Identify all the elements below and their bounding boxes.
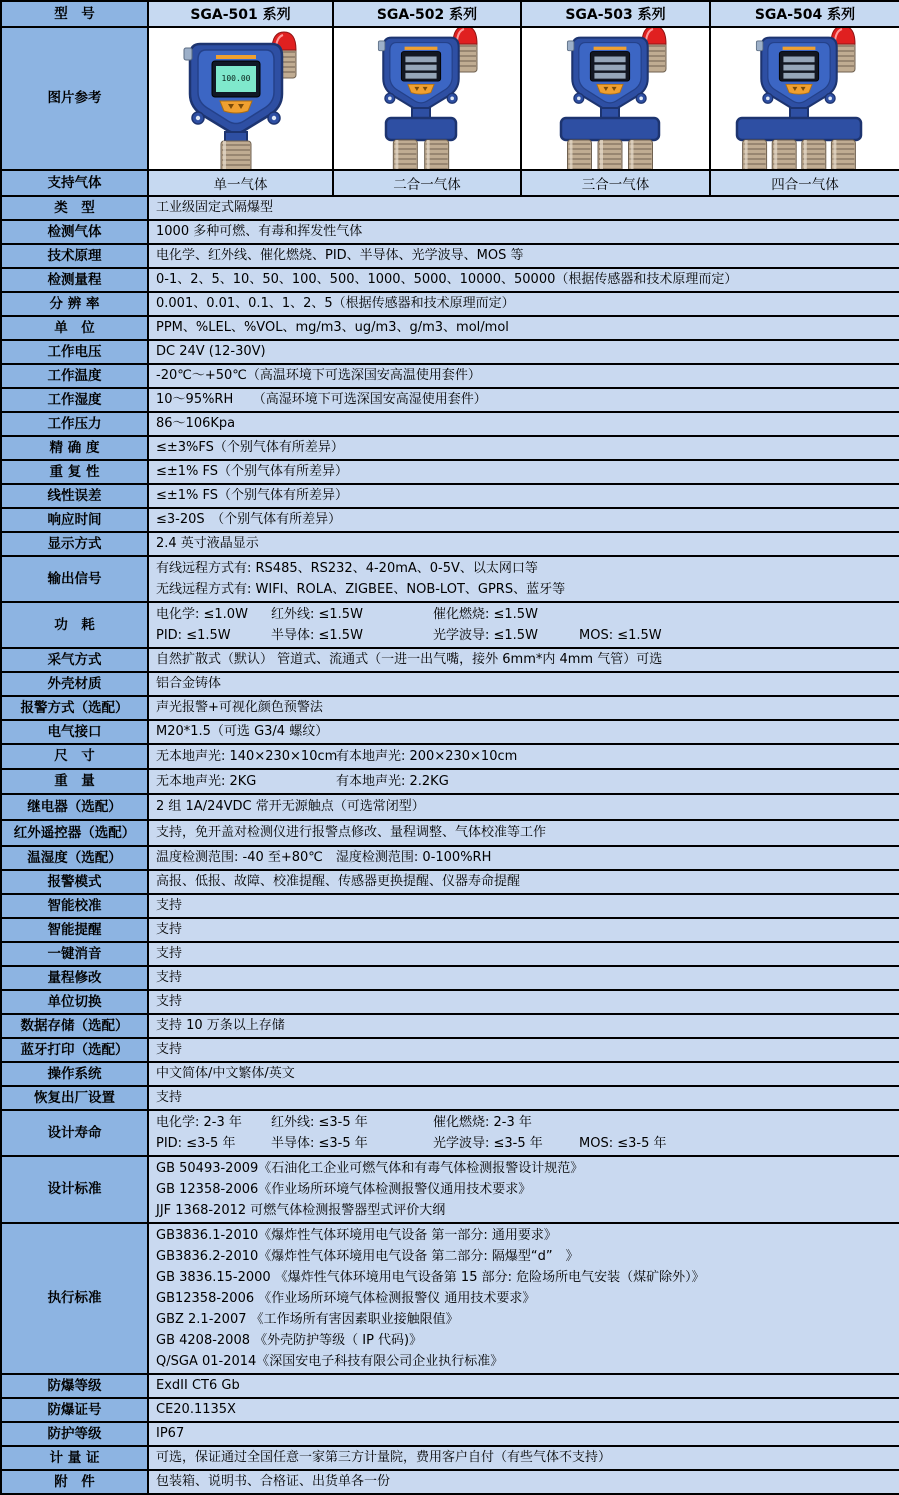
spec-row <box>1 672 899 696</box>
sga-503-detector-icon <box>526 28 706 169</box>
spec-value: 支持 <box>148 1086 899 1110</box>
gas-count-sga-504: 四合一气体 <box>710 170 899 196</box>
spec-row <box>1 602 899 648</box>
spec-label: 防爆证号 <box>1 1398 148 1422</box>
spec-row <box>1 244 899 268</box>
spec-row <box>1 1398 899 1422</box>
spec-value: ≤±1% FS（个别气体有所差异） <box>148 460 899 484</box>
model-sga-502: SGA-502 系列 <box>333 1 521 27</box>
spec-label: 报警模式 <box>1 870 148 894</box>
spec-value: 2 组 1A/24VDC 常开无源触点（可选常闭型） <box>148 794 899 820</box>
spec-label: 检测量程 <box>1 268 148 292</box>
spec-value: 10～95%RH （高湿环境下可选深国安高湿使用套件） <box>148 388 899 412</box>
spec-label: 工作湿度 <box>1 388 148 412</box>
spec-label: 重 复 性 <box>1 460 148 484</box>
spec-label: 输出信号 <box>1 556 148 602</box>
spec-row <box>1 196 899 220</box>
gas-count-sga-501: 单一气体 <box>148 170 333 196</box>
spec-row <box>1 1110 899 1156</box>
spec-label: 分 辨 率 <box>1 292 148 316</box>
spec-value: 支持 <box>148 1038 899 1062</box>
spec-row <box>1 508 899 532</box>
spec-row <box>1 1223 899 1374</box>
spec-label: 恢复出厂设置 <box>1 1086 148 1110</box>
spec-label: 设计标准 <box>1 1156 148 1223</box>
spec-row <box>1 918 899 942</box>
spec-label: 电气接口 <box>1 720 148 744</box>
spec-label: 蓝牙打印（选配） <box>1 1038 148 1062</box>
spec-label: 继电器（选配） <box>1 794 148 820</box>
spec-value: 铝合金铸体 <box>148 672 899 696</box>
spec-label: 显示方式 <box>1 532 148 556</box>
spec-row <box>1 870 899 894</box>
spec-label: 附 件 <box>1 1470 148 1494</box>
spec-value: 支持 <box>148 990 899 1014</box>
spec-value: 支持 <box>148 918 899 942</box>
spec-value: 无本地声光: 140×230×10cm 有本地声光: 200×230×10cm <box>148 744 899 769</box>
spec-label: 响应时间 <box>1 508 148 532</box>
model-sga-503: SGA-503 系列 <box>521 1 710 27</box>
spec-row <box>1 942 899 966</box>
spec-label: 外壳材质 <box>1 672 148 696</box>
spec-row <box>1 1446 899 1470</box>
spec-label: 功 耗 <box>1 602 148 648</box>
spec-row <box>1 990 899 1014</box>
spec-row <box>1 820 899 846</box>
spec-row <box>1 1086 899 1110</box>
spec-value: 温度检测范围: -40 至+80℃ 湿度检测范围: 0-100%RH <box>148 846 899 870</box>
spec-value: 2.4 英寸液晶显示 <box>148 532 899 556</box>
spec-row <box>1 436 899 460</box>
spec-label: 类 型 <box>1 196 148 220</box>
spec-value: 声光报警+可视化颜色预警法 <box>148 696 899 720</box>
spec-label: 单 位 <box>1 316 148 340</box>
spec-value: 工业级固定式隔爆型 <box>148 196 899 220</box>
supported-gas-label: 支持气体 <box>1 170 148 196</box>
spec-value: ≤±3%FS（个别气体有所差异） <box>148 436 899 460</box>
sga-501-detector-icon <box>151 28 331 169</box>
spec-row <box>1 1374 899 1398</box>
spec-value: PPM、%LEL、%VOL、mg/m3、ug/m3、g/m3、mol/mol <box>148 316 899 340</box>
spec-value: 支持 <box>148 966 899 990</box>
spec-value: 支持 <box>148 942 899 966</box>
model-header-row <box>1 1 899 27</box>
spec-value: 支持，免开盖对检测仪进行报警点修改、量程调整、气体校准等工作 <box>148 820 899 846</box>
supported-gas-row <box>1 170 899 196</box>
svg-text:100.00: 100.00 <box>221 74 250 83</box>
spec-row <box>1 268 899 292</box>
spec-value: CE20.1135X <box>148 1398 899 1422</box>
spec-label: 一键消音 <box>1 942 148 966</box>
spec-label: 量程修改 <box>1 966 148 990</box>
spec-row <box>1 966 899 990</box>
spec-value: 0.001、0.01、0.1、1、2、5（根据传感器和技术原理而定） <box>148 292 899 316</box>
spec-label: 单位切换 <box>1 990 148 1014</box>
spec-row <box>1 1470 899 1494</box>
spec-row <box>1 532 899 556</box>
spec-label: 红外遥控器（选配） <box>1 820 148 846</box>
gas-count-sga-503: 三合一气体 <box>521 170 710 196</box>
spec-label: 防护等级 <box>1 1422 148 1446</box>
spec-value: -20℃～+50℃（高温环境下可选深国安高温使用套件） <box>148 364 899 388</box>
spec-row <box>1 220 899 244</box>
spec-row <box>1 720 899 744</box>
sga-502-detector-icon <box>337 28 517 169</box>
spec-row <box>1 556 899 602</box>
gas-count-sga-502: 二合一气体 <box>333 170 521 196</box>
spec-label: 检测气体 <box>1 220 148 244</box>
spec-label: 智能提醒 <box>1 918 148 942</box>
spec-label: 精 确 度 <box>1 436 148 460</box>
spec-label: 报警方式（选配） <box>1 696 148 720</box>
spec-row <box>1 894 899 918</box>
spec-label: 重 量 <box>1 769 148 794</box>
spec-value: 电化学、红外线、催化燃烧、PID、半导体、光学波导、MOS 等 <box>148 244 899 268</box>
spec-value: 高报、低报、故障、校准提醒、传感器更换提醒、仪器寿命提醒 <box>148 870 899 894</box>
spec-row <box>1 412 899 436</box>
spec-value: 1000 多种可燃、有毒和挥发性气体 <box>148 220 899 244</box>
spec-value: 0-1、2、5、10、50、100、500、1000、5000、10000、50000（根据传感器和技术原理而定） <box>148 268 899 292</box>
spec-label: 防爆等级 <box>1 1374 148 1398</box>
spec-row <box>1 648 899 672</box>
spec-value: 电化学: ≤1.0W 红外线: ≤1.5W 催化燃烧: ≤1.5W PID: ≤1.5W 半导体: ≤1.5W 光学波导: ≤1.5W MOS: ≤1.5W <box>148 602 899 648</box>
spec-row <box>1 292 899 316</box>
spec-row <box>1 340 899 364</box>
spec-value: 86～106Kpa <box>148 412 899 436</box>
spec-value: 无本地声光: 2KG 有本地声光: 2.2KG <box>148 769 899 794</box>
spec-row <box>1 484 899 508</box>
spec-value: IP67 <box>148 1422 899 1446</box>
spec-row <box>1 1038 899 1062</box>
spec-value: 自然扩散式（默认） 管道式、流通式（一进一出气嘴，接外 6mm*内 4mm 气管）可选 <box>148 648 899 672</box>
spec-row <box>1 744 899 769</box>
spec-value: ≤±1% FS（个别气体有所差异） <box>148 484 899 508</box>
spec-row <box>1 769 899 794</box>
spec-value: ExdII CT6 Gb <box>148 1374 899 1398</box>
spec-value: ≤3-20S （个别气体有所差异） <box>148 508 899 532</box>
spec-value: GB3836.1-2010《爆炸性气体环境用电气设备 第一部分: 通用要求》 GB3836.2-2010《爆炸性气体环境用电气设备 第二部分: 隔爆型“d” 》 GB 3836.15-2000 《爆炸性气体环境用电气设备第 15 部分: 危险场所电气安装（煤矿除外）》 GB12358-2006 《作业场所环境气体检测报警仪 通用技术要求》 GBZ 2.1-2007 《工作场所有害因素职业接触限值》 GB 4208-2008 《外壳防护等级（ IP 代码)》 Q/SGA 01-2014《深国安电子科技有限公司企业执行标准》 <box>148 1223 899 1374</box>
spec-label: 智能校准 <box>1 894 148 918</box>
model-header-label: 型 号 <box>1 1 148 27</box>
spec-label: 数据存储（选配） <box>1 1014 148 1038</box>
spec-label: 设计寿命 <box>1 1110 148 1156</box>
spec-row <box>1 1156 899 1223</box>
spec-label: 计 量 证 <box>1 1446 148 1470</box>
spec-value: 电化学: 2-3 年 红外线: ≤3-5 年 催化燃烧: 2-3 年 PID: ≤3-5 年 半导体: ≤3-5 年 光学波导: ≤3-5 年 MOS: ≤3-5 年 <box>148 1110 899 1156</box>
spec-value: 可选，保证通过全国任意一家第三方计量院，费用客户自付（有些气体不支持） <box>148 1446 899 1470</box>
spec-row <box>1 696 899 720</box>
spec-row <box>1 388 899 412</box>
spec-row <box>1 316 899 340</box>
spec-label: 工作电压 <box>1 340 148 364</box>
image-row <box>1 27 899 170</box>
spec-value: 支持 10 万条以上存储 <box>148 1014 899 1038</box>
sga-504-detector-icon <box>715 28 895 169</box>
spec-row <box>1 1014 899 1038</box>
spec-row <box>1 1062 899 1086</box>
spec-label: 尺 寸 <box>1 744 148 769</box>
spec-value: 有线远程方式有: RS485、RS232、4-20mA、0-5V、以太网口等 无线远程方式有: WIFI、ROLA、ZIGBEE、NOB-LOT、GPRS、蓝牙等 <box>148 556 899 602</box>
spec-label: 采气方式 <box>1 648 148 672</box>
spec-value: DC 24V (12-30V) <box>148 340 899 364</box>
spec-row <box>1 794 899 820</box>
spec-row <box>1 846 899 870</box>
spec-row <box>1 460 899 484</box>
spec-label: 操作系统 <box>1 1062 148 1086</box>
spec-label: 温湿度（选配） <box>1 846 148 870</box>
spec-label: 执行标准 <box>1 1223 148 1374</box>
model-sga-501: SGA-501 系列 <box>148 1 333 27</box>
spec-value: M20*1.5（可选 G3/4 螺纹） <box>148 720 899 744</box>
spec-value: GB 50493-2009《石油化工企业可燃气体和有毒气体检测报警设计规范》 GB 12358-2006《作业场所环境气体检测报警仪通用技术要求》 JJF 1368-2012 可燃气体检测报警器型式评价大纲 <box>148 1156 899 1223</box>
spec-row <box>1 1422 899 1446</box>
spec-value: 包装箱、说明书、合格证、出货单各一份 <box>148 1470 899 1494</box>
spec-value: 中文简体/中文繁体/英文 <box>148 1062 899 1086</box>
spec-label: 线性误差 <box>1 484 148 508</box>
spec-label: 工作温度 <box>1 364 148 388</box>
spec-label: 工作压力 <box>1 412 148 436</box>
image-row-label: 图片参考 <box>1 27 148 170</box>
spec-value: 支持 <box>148 894 899 918</box>
spec-row <box>1 364 899 388</box>
model-sga-504: SGA-504 系列 <box>710 1 899 27</box>
spec-label: 技术原理 <box>1 244 148 268</box>
